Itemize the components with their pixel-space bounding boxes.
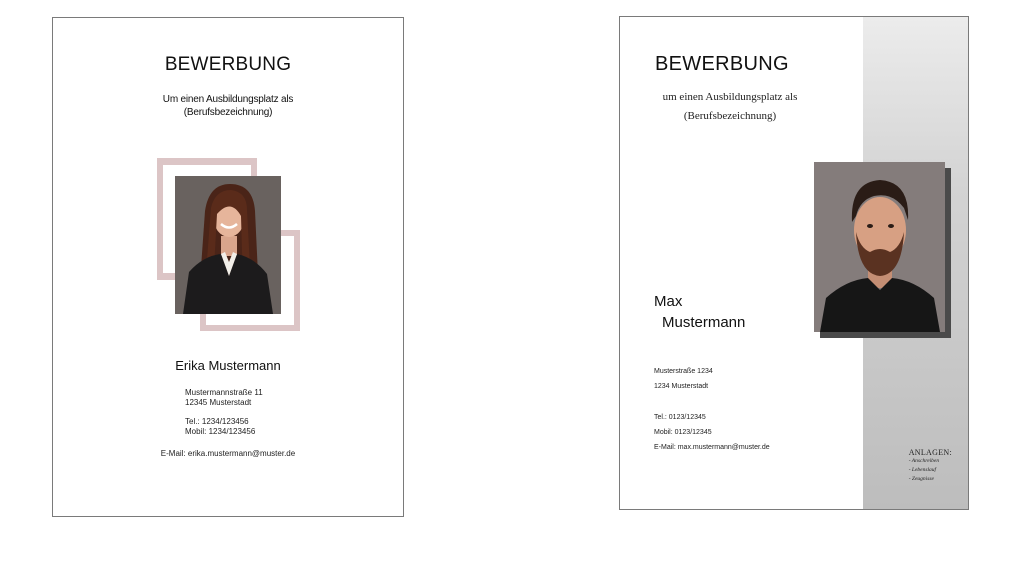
first-name: Max bbox=[654, 293, 683, 310]
phone: Tel.: 0123/12345 bbox=[654, 414, 706, 421]
city: 1234 Musterstadt bbox=[654, 383, 709, 390]
street: Mustermannstraße 11 bbox=[185, 388, 263, 397]
cover-page-max bbox=[619, 16, 969, 510]
mobile: Mobil: 0123/12345 bbox=[654, 429, 712, 436]
page-title: BEWERBUNG bbox=[164, 54, 292, 75]
contact-block bbox=[654, 410, 770, 455]
attachments-list bbox=[909, 448, 952, 484]
attachments-title: ANLAGEN: bbox=[908, 448, 952, 457]
subtitle-line-1: Um einen Ausbildungsplatz als bbox=[162, 94, 294, 105]
last-name: Mustermann bbox=[662, 314, 746, 331]
applicant-photo bbox=[175, 176, 281, 314]
email: E-Mail: erika.mustermann@muster.de bbox=[160, 449, 296, 458]
address-block bbox=[654, 364, 713, 394]
attachment-item: - Anschreiben bbox=[908, 458, 940, 464]
contact-block bbox=[185, 388, 263, 437]
mobile: Mobil: 1234/123456 bbox=[185, 427, 256, 436]
subtitle bbox=[648, 88, 812, 126]
city: 12345 Musterstadt bbox=[185, 398, 252, 407]
subtitle-line-1: um einen Ausbildungsplatz als bbox=[662, 91, 798, 103]
cover-page-erika bbox=[52, 17, 404, 517]
subtitle bbox=[53, 93, 403, 119]
subtitle-line-2: (Berufsbezeichnung) bbox=[183, 107, 273, 118]
page-title: BEWERBUNG bbox=[655, 53, 789, 75]
applicant-name: Erika Mustermann bbox=[175, 358, 281, 373]
applicant-photo bbox=[814, 162, 945, 332]
applicant-name bbox=[654, 291, 745, 333]
portrait-man-image bbox=[814, 162, 945, 332]
attachment-item: - Lebenslauf bbox=[908, 467, 937, 473]
attachment-item: - Zeugnisse bbox=[908, 476, 934, 482]
email: E-Mail: max.mustermann@muster.de bbox=[654, 444, 770, 451]
phone: Tel.: 1234/123456 bbox=[185, 417, 249, 426]
portrait-woman-image bbox=[175, 176, 281, 314]
street: Musterstraße 1234 bbox=[654, 368, 713, 375]
subtitle-line-2: (Berufsbezeichnung) bbox=[683, 110, 777, 122]
